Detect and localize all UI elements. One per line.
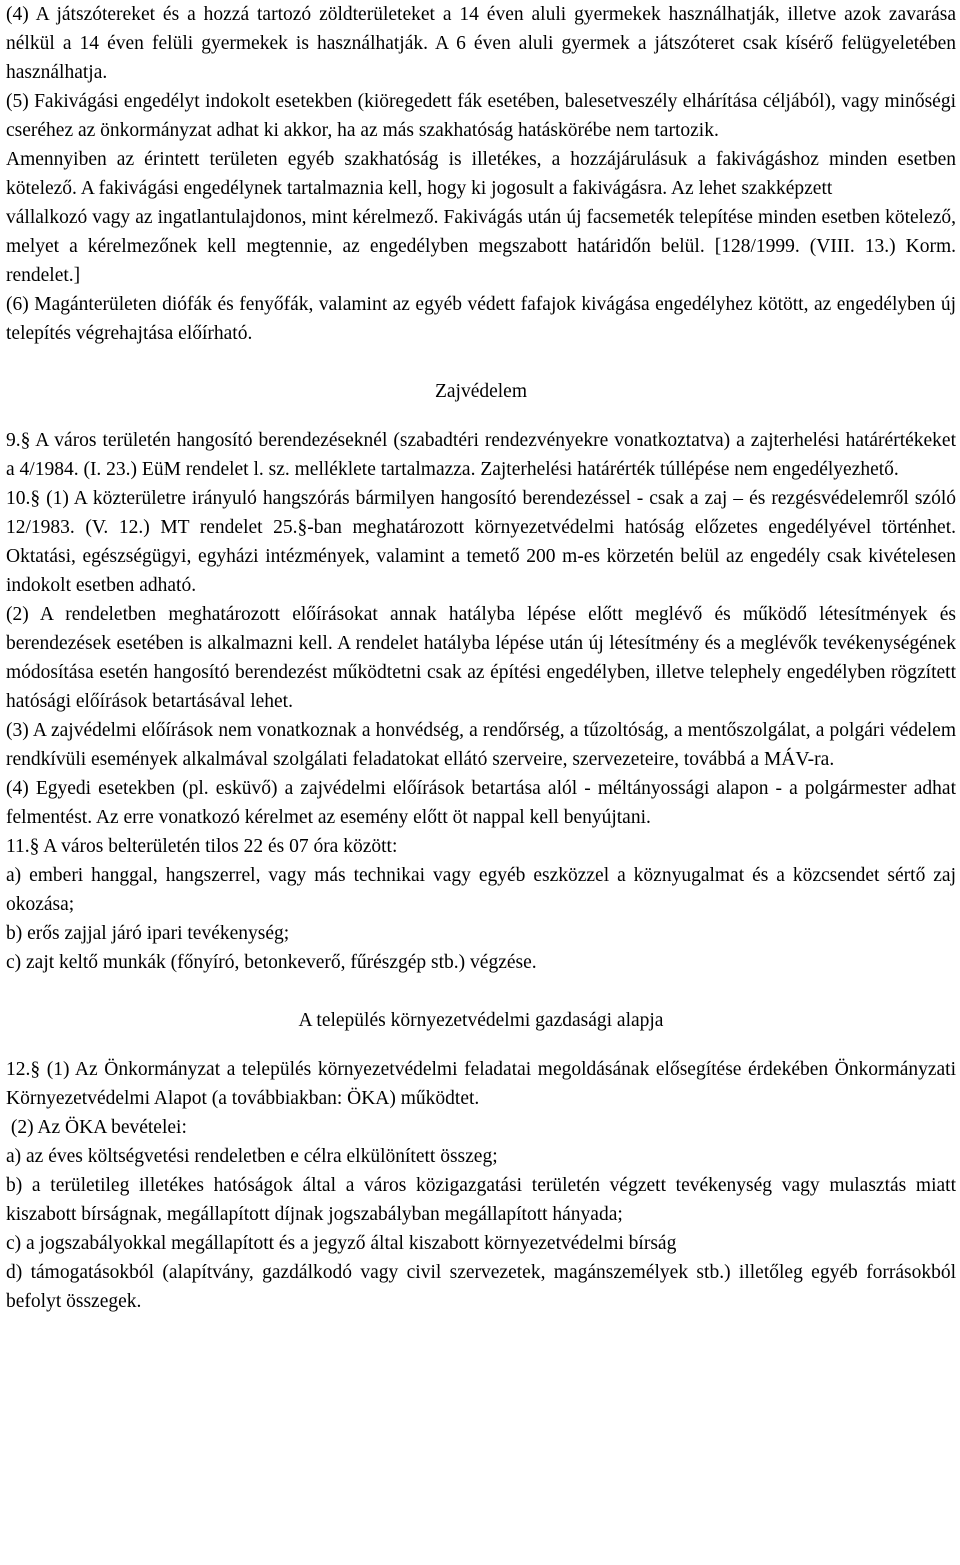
paragraph-4-playgrounds: (4) A játszótereket és a hozzá tartozó zöldterületeket a 14 éven aluli gyermekek használhatják, illetve azok zavarása nélkül a 14 éven felüli gyermekek is használhatják. A 6 éven aluli gyermek a játszóteret csak kísérő felügyeletében használhatja. — [6, 4, 956, 83]
heading-noise-protection: Zajvédelem — [434, 381, 528, 402]
paragraph-section-12-2: (2) Az ÖKA bevételei: — [6, 1117, 187, 1138]
list-item-11-c: c) zajt keltő munkák (főnyíró, betonkeverő, fűrészgép stb.) végzése. — [6, 952, 537, 973]
paragraph-replanting-obligation: vállalkozó vagy az ingatlantulajdonos, mint kérelmező. Fakivágás után új facsemeték telepítése minden esetben kötelező, melyet a kérelmezőnek kell megtennie, az engedélyben megszabott határidőn belül. [128/1999. (VIII. 13.) Korm. rendelet.] — [6, 207, 956, 286]
paragraph-section-10-4: (4) Egyedi esetekben (pl. esküvő) a zajvédelmi előírások betartása alól - méltányossági alapon - a polgármester adhat felmentést. Az erre vonatkozó kérelmet az esemény előtt öt nappal kell benyújtani. — [6, 778, 956, 828]
paragraph-section-10-2: (2) A rendeletben meghatározott előírásokat annak hatályba lépése előtt meglévő és működő létesítmények és berendezések esetében is alkalmazni kell. A rendelet hatályba lépése után új létesítmény és a meglévők tevékenységének módosítása esetén hangosító berendezést működtetni csak az építési engedélyben, illetve telephely engedélyben rögzített hatósági előírások betartásával lehet. — [6, 604, 956, 712]
list-item-12-d: d) támogatásokból (alapítvány, gazdálkodó vagy civil szervezetek, magánszemélyek stb.) illetőleg egyéb forrásokból befolyt összegek. — [6, 1262, 956, 1312]
section-spacer — [6, 348, 956, 377]
paragraph-authority-consent: Amennyiben az érintett területen egyéb szakhatóság is illetékes, a hozzájárulásuk a fakivágáshoz minden esetben kötelező. A fakivágási engedélynek tartalmaznia kell, hogy ki jogosult a fakivágásra. Az lehet szakképzett — [6, 149, 956, 199]
section-spacer — [6, 977, 956, 1006]
document-page — [6, 0, 956, 1316]
section-spacer — [6, 1035, 956, 1055]
heading-environmental-fund: A település környezetvédelmi gazdasági alapja — [298, 1010, 664, 1031]
paragraph-5-tree-felling-permit: (5) Fakivágási engedélyt indokolt esetekben (kiöregedett fák esetében, balesetveszély elhárítása céljából), vagy minőségi cseréhez az önkormányzat adhat ki akkor, ha az más szakhatóság hatáskörébe nem tartozik. — [6, 91, 956, 141]
paragraph-section-9: 9.§ A város területén hangosító berendezéseknél (szabadtéri rendezvényekre vonatkoztatva) a zajterhelési határértékeket a 4/1984. (I. 23.) EüM rendelet l. sz. melléklete tartalmazza. Zajterhelési határérték túllépése nem engedélyezhető. — [6, 430, 956, 480]
section-spacer — [6, 406, 956, 426]
paragraph-section-12-1: 12.§ (1) Az Önkormányzat a település környezetvédelmi feladatai megoldásának elősegítése érdekében Önkormányzati Környezetvédelmi Alapot (a továbbiakban: ÖKA) működtet. — [6, 1059, 956, 1109]
list-item-11-b: b) erős zajjal járó ipari tevékenység; — [6, 923, 290, 944]
paragraph-section-11: 11.§ A város belterületén tilos 22 és 07 óra között: — [6, 836, 398, 857]
list-item-12-c: c) a jogszabályokkal megállapított és a jegyző által kiszabott környezetvédelmi bírság — [6, 1233, 677, 1254]
list-item-12-b: b) a területileg illetékes hatóságok által a város közigazgatási területén végzett tevékenység vagy mulasztás miatt kiszabott bírságnak, megállapított díjnak jogszabályban megállapított hányada; — [6, 1175, 956, 1225]
paragraph-section-10-3: (3) A zajvédelmi előírások nem vonatkoznak a honvédség, a rendőrség, a tűzoltóság, a mentőszolgálat, a polgári védelem rendkívüli események alkalmával szolgálati feladatokat ellátó szerveire, szervezeteire, továbbá a MÁV-ra. — [6, 720, 956, 770]
paragraph-6-protected-trees: (6) Magánterületen diófák és fenyőfák, valamint az egyéb védett fafajok kivágása engedélyhez kötött, az engedélyben új telepítés végrehajtása előírható. — [6, 294, 956, 344]
list-item-12-a: a) az éves költségvetési rendeletben e célra elkülönített összeg; — [6, 1146, 498, 1167]
list-item-11-a: a) emberi hanggal, hangszerrel, vagy más technikai vagy egyéb eszközzel a köznyugalmat és a közcsendet sértő zaj okozása; — [6, 865, 956, 915]
paragraph-section-10-1: 10.§ (1) A közterületre irányuló hangszórás bármilyen hangosító berendezéssel - csak a zaj – és rezgésvédelemről szóló 12/1983. (V. 12.) MT rendelet 25.§-ban meghatározott környezetvédelmi hatóság előzetes engedélyével történhet. Oktatási, egészségügyi, egyházi intézmények, valamint a temető 200 m-es körzetén belül az engedély csak kivételesen indokolt esetben adható. — [6, 488, 956, 596]
